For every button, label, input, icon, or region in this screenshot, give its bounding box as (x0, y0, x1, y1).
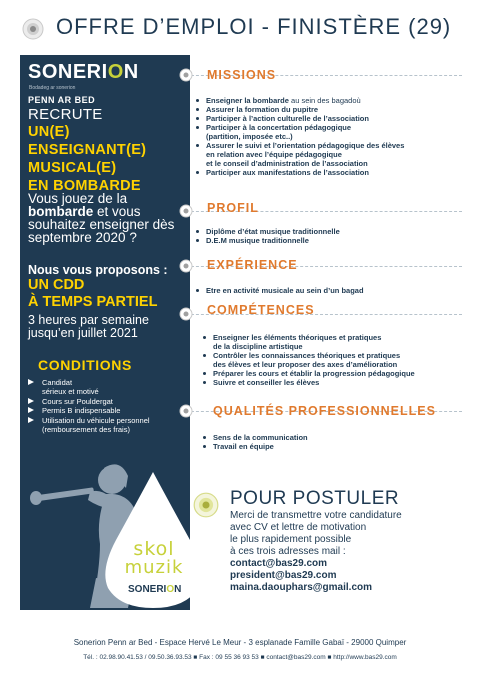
list-item: Suivre et conseiller les élèves (203, 378, 473, 387)
list-item: Assurer la formation du pupitre (196, 105, 466, 114)
list-item: Participer à la concertation pédagogique (partition, imposée etc..) (196, 123, 466, 141)
qualites-list (203, 433, 473, 451)
organization-name: PENN AR BED (28, 95, 96, 105)
sonerion-logo: SONERION (28, 61, 139, 83)
target-icon (179, 259, 193, 273)
conditions-list (26, 378, 186, 434)
section-title-qualites: QUALITÉS PROFESSIONNELLES (213, 404, 436, 418)
competences-list (203, 333, 473, 387)
contract-hours: 3 heures par semaine jusqu’en juillet 2021 (28, 313, 149, 340)
question-text: Vous jouez de la bombarde et vous souhaitez enseigner dès septembre 2020 ? (28, 191, 175, 245)
list-item: Travail en équipe (203, 442, 473, 451)
sonerion-logo-small: SONERION (128, 584, 182, 595)
list-item: Etre en activité musicale au sein d’un bagad (196, 286, 466, 295)
list-item: Préparer les cours et établir la progression pédagogique (203, 369, 473, 378)
propose-label: Nous vous proposons : (28, 263, 168, 277)
target-icon (22, 18, 44, 40)
list-item: Utilisation du véhicule personnel (remboursement des frais) (26, 416, 186, 434)
page-title: OFFRE D’EMPLOI - FINISTÈRE (29) (56, 14, 452, 39)
list-item: Participer à l’action culturelle de l’association (196, 114, 466, 123)
skol-muzik-logo-top: skol (133, 538, 175, 560)
list-item: Sens de la communication (203, 433, 473, 442)
contract-type: UN CDD À TEMPS PARTIEL (28, 277, 158, 310)
experience-list (196, 286, 466, 295)
logo-subtitle: Bodadeg ar sonerion (29, 85, 76, 91)
email-link[interactable]: president@bas29.com (230, 570, 337, 581)
list-item: Diplôme d’état musique traditionnelle (196, 227, 466, 236)
postuler-text: Merci de transmettre votre candidature avec CV et lettre de motivation le plus rapidement possible à ces trois adresses mail : (230, 510, 402, 557)
missions-list (196, 96, 466, 177)
target-icon (179, 68, 193, 82)
list-item: Permis B indispensable (26, 406, 186, 415)
section-title-profil: PROFIL (207, 201, 259, 215)
section-title-missions: MISSIONS (207, 68, 277, 82)
list-item: Contrôler les connaissances théoriques et pratiques des élèves et leur proposer des axes d’amélioration (203, 351, 473, 369)
recrute-label: RECRUTE (28, 106, 103, 123)
section-title-competences: COMPÉTENCES (207, 303, 315, 317)
triangle-bullet-icon (28, 398, 34, 404)
profil-list (196, 227, 466, 245)
target-icon (179, 204, 193, 218)
conditions-title: CONDITIONS (38, 357, 132, 373)
target-icon (179, 307, 193, 321)
email-link[interactable]: maina.daouphars@gmail.com (230, 582, 373, 593)
postuler-title: POUR POSTULER (230, 488, 400, 509)
list-item: D.E.M musique traditionnelle (196, 236, 466, 245)
list-item: Cours sur Pouldergat (26, 397, 186, 406)
triangle-bullet-icon (28, 379, 34, 385)
footer-address: Sonerion Penn ar Bed - Espace Hervé Le Meur - 3 esplanade Famille Gabaï - 29000 Quimper (73, 638, 407, 647)
list-item: Participer aux manifestations de l’association (196, 168, 466, 177)
list-item: Enseigner les éléments théoriques et pratiques de la discipline artistique (203, 333, 473, 351)
list-item: Enseigner la bombarde au sein des bagadoù (196, 96, 466, 105)
email-list (230, 558, 372, 594)
target-icon (179, 404, 193, 418)
triangle-bullet-icon (28, 417, 34, 423)
section-title-experience: EXPÉRIENCE (207, 258, 298, 272)
footer-contacts: Tél. : 02.98.90.41.53 / 09.50.36.93.53 ■ Fax : 09 55 36 93 53 ■ contact@bas29.com ■ http://www.bas29.com (83, 654, 397, 661)
triangle-bullet-icon (28, 407, 34, 413)
list-item: Candidat sérieux et motivé (26, 378, 186, 396)
target-icon (193, 492, 219, 518)
list-item: Assurer le suivi et l’orientation pédagogique des élèves en relation avec l’équipe pédagogique et le conseil d’administration de l’association (196, 141, 466, 168)
skol-muzik-logo-bottom: muzik (124, 557, 184, 578)
email-link[interactable]: contact@bas29.com (230, 558, 328, 569)
job-title: UN(E) ENSEIGNANT(E) MUSICAL(E) EN BOMBARDE (28, 124, 147, 194)
